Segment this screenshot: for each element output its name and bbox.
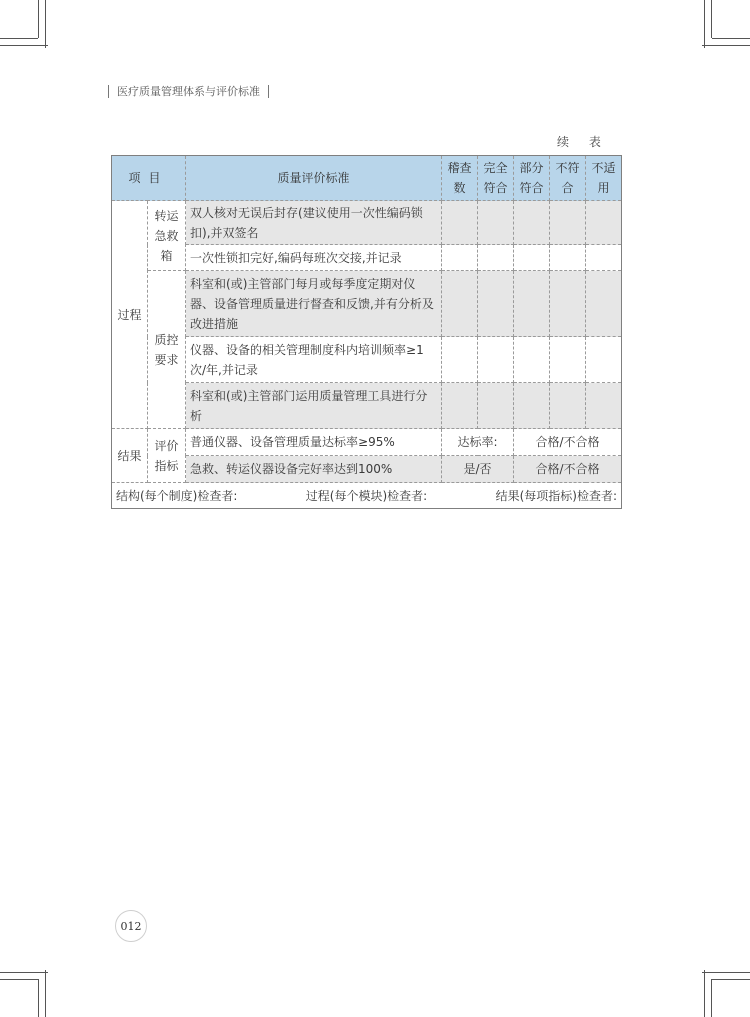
partial-cell — [514, 201, 550, 245]
crop-mark — [0, 979, 38, 980]
full-cell — [478, 201, 514, 245]
table-footer-row — [112, 483, 622, 509]
crop-mark — [0, 972, 48, 973]
crop-mark — [711, 979, 712, 1017]
table-row — [112, 383, 622, 429]
audit-cell — [442, 201, 478, 245]
crop-mark — [712, 979, 750, 980]
evaluation-table — [111, 155, 622, 509]
full-cell — [478, 383, 514, 429]
full-cell — [478, 271, 514, 337]
partial-cell — [514, 383, 550, 429]
criteria-cell: 仪器、设备的相关管理制度科内培训频率≥1次/年,并记录 — [186, 337, 442, 383]
table-row — [112, 271, 622, 337]
na-cell — [586, 245, 622, 271]
header-title: 医疗质量管理体系与评价标准 — [117, 85, 260, 98]
audit-cell — [442, 245, 478, 271]
measure-cell: 是/否 — [442, 456, 514, 483]
criteria-cell: 科室和(或)主管部门运用质量管理工具进行分析 — [186, 383, 442, 429]
partial-cell — [514, 245, 550, 271]
criteria-cell: 急救、转运仪器设备完好率达到100% — [186, 456, 442, 483]
header-full: 完全符合 — [478, 156, 514, 201]
measure-cell: 达标率: — [442, 429, 514, 456]
crop-mark — [712, 38, 750, 39]
table-row — [112, 245, 622, 271]
audit-cell — [442, 271, 478, 337]
crop-mark — [702, 45, 750, 46]
partial-cell — [514, 337, 550, 383]
header-item: 项目 — [112, 156, 186, 201]
header-non: 不符合 — [550, 156, 586, 201]
non-cell — [550, 201, 586, 245]
table-row — [112, 456, 622, 483]
judge-cell: 合格/不合格 — [514, 429, 622, 456]
group-result: 结果 — [112, 429, 148, 483]
audit-cell — [442, 383, 478, 429]
table-header-row — [112, 156, 622, 201]
table-row — [112, 201, 622, 245]
criteria-cell: 普通仪器、设备管理质量达标率≥95% — [186, 429, 442, 456]
crop-mark — [702, 972, 750, 973]
judge-cell: 合格/不合格 — [514, 456, 622, 483]
crop-mark — [38, 0, 39, 38]
group-process: 过程 — [112, 201, 148, 429]
criteria-cell: 一次性锁扣完好,编码每班次交接,并记录 — [186, 245, 442, 271]
criteria-cell: 科室和(或)主管部门每月或每季度定期对仪器、设备管理质量进行督查和反馈,并有分析及改进措施 — [186, 271, 442, 337]
footer-process: 过程(每个模块)检查者: — [305, 488, 428, 503]
na-cell — [586, 201, 622, 245]
na-cell — [586, 383, 622, 429]
partial-cell — [514, 271, 550, 337]
criteria-cell: 双人核对无误后封存(建议使用一次性编码锁扣),并双签名 — [186, 201, 442, 245]
crop-mark — [711, 0, 712, 38]
non-cell — [550, 337, 586, 383]
header-criteria: 质量评价标准 — [186, 156, 442, 201]
crop-mark — [45, 0, 46, 48]
subgroup-qc: 质控要求 — [148, 271, 186, 429]
header-divider — [268, 85, 269, 98]
crop-mark — [38, 979, 39, 1017]
header-partial: 部分符合 — [514, 156, 550, 201]
crop-mark — [704, 970, 705, 1017]
full-cell — [478, 337, 514, 383]
running-header — [108, 83, 277, 99]
subgroup-eval: 评价指标 — [148, 429, 186, 483]
header-audit: 稽查数 — [442, 156, 478, 201]
footer-result: 结果(每项指标)检查者: — [495, 488, 618, 503]
non-cell — [550, 271, 586, 337]
page-number: 012 — [115, 910, 147, 942]
table-row — [112, 429, 622, 456]
footer-structure: 结构(每个制度)检查者: — [116, 488, 238, 503]
table-row — [112, 337, 622, 383]
header-divider — [108, 85, 109, 98]
full-cell — [478, 245, 514, 271]
crop-mark — [0, 38, 38, 39]
continued-label: 续 表 — [557, 135, 609, 149]
non-cell — [550, 383, 586, 429]
crop-mark — [45, 970, 46, 1017]
audit-cell — [442, 337, 478, 383]
na-cell — [586, 271, 622, 337]
non-cell — [550, 245, 586, 271]
na-cell — [586, 337, 622, 383]
subgroup-emergency: 转运急救箱 — [148, 201, 186, 271]
header-na: 不适用 — [586, 156, 622, 201]
crop-mark — [704, 0, 705, 48]
footer-cell — [112, 483, 622, 509]
crop-mark — [0, 45, 48, 46]
